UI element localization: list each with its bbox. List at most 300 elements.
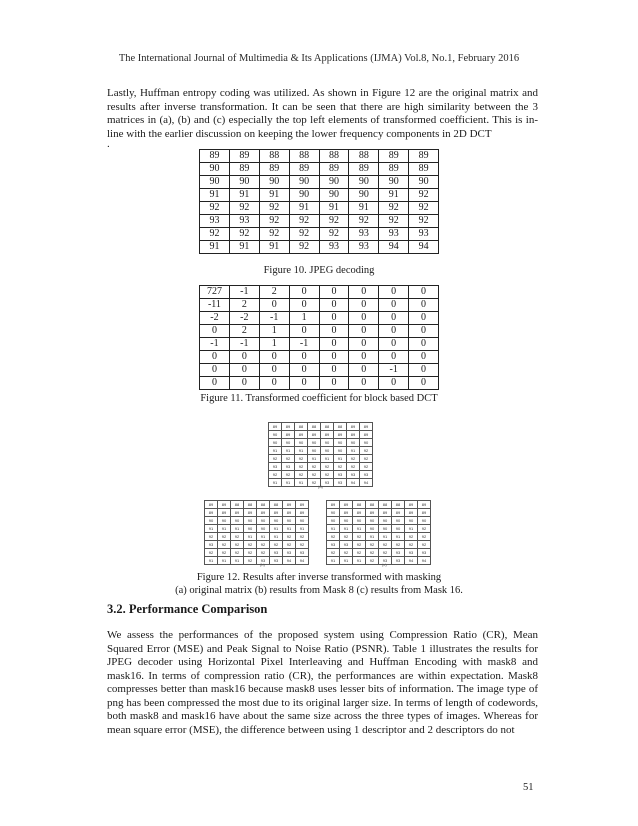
table-cell: 92 [327, 533, 340, 541]
table-cell: 92 [366, 549, 379, 557]
table-cell: 90 [283, 517, 296, 525]
table-cell: 90 [334, 439, 347, 447]
table-cell: 92 [289, 241, 319, 254]
table-cell: -1 [229, 286, 259, 299]
figure12-caption-line2: (a) original matrix (b) results from Mask 8 (c) results from Mask 16. [175, 585, 463, 596]
table-cell: 91 [405, 525, 418, 533]
table-row [200, 364, 439, 377]
table-cell: 90 [269, 439, 282, 447]
table-cell: 90 [244, 517, 257, 525]
figure12-label-c: (c) [382, 562, 387, 567]
figure12-caption-line1: Figure 12. Results after inverse transformed with masking [196, 572, 442, 583]
table-cell: 92 [229, 228, 259, 241]
table-cell: 92 [418, 533, 431, 541]
table-cell: 2 [259, 286, 289, 299]
table-cell: 0 [379, 325, 409, 338]
table-cell: 0 [259, 364, 289, 377]
figure10-caption: Figure 10. JPEG decoding [263, 265, 375, 276]
table-cell: 92 [270, 541, 283, 549]
table-cell: 92 [296, 533, 309, 541]
table-row [269, 463, 373, 471]
table-row [200, 241, 439, 254]
table-cell: 92 [200, 228, 230, 241]
table-cell: -1 [289, 338, 319, 351]
table-cell: 92 [259, 215, 289, 228]
table-cell: 92 [229, 202, 259, 215]
paragraph-performance: We assess the performances of the proposed system using Compression Ratio (CR), Mean Squared Error (MSE) and Peak Signal to Noise Ratio (PSNR). Table 1 illustrates the results for JPEG decoder using Horizontal Pixel Interleaving and Huffman Encoding with mask8 and mask16. In terms of compression ratio (CR), the performances are within expectation. Mask8 compresses better than mask16 because mask8 uses lesser bits of information. The image type of png has been compressed the most due to its original larger size. In terms of length of codewords, both mask8 and mask16 have about the same size across the three types of images. Whereas for mean square error (MSE), the difference between using 1 descriptor and 2 descriptors do not [107, 629, 538, 736]
table-cell: 93 [269, 463, 282, 471]
table-cell: 94 [296, 557, 309, 565]
table-cell: 90 [327, 509, 340, 517]
table-cell: 92 [366, 541, 379, 549]
table-row [205, 549, 309, 557]
table-row [200, 325, 439, 338]
table-cell: 94 [360, 479, 373, 487]
table-cell: 90 [319, 189, 349, 202]
table-cell: 0 [259, 377, 289, 390]
table-cell: 0 [259, 299, 289, 312]
table-cell: 92 [282, 471, 295, 479]
table-cell: 90 [334, 447, 347, 455]
table-cell: 89 [405, 509, 418, 517]
table-cell: 91 [259, 189, 289, 202]
table-cell: 0 [229, 377, 259, 390]
table-cell: 91 [340, 525, 353, 533]
table-cell: 89 [392, 509, 405, 517]
table-cell: 91 [327, 525, 340, 533]
table-cell: 89 [379, 163, 409, 176]
table-cell: 91 [347, 447, 360, 455]
table-cell: 90 [327, 517, 340, 525]
table-cell: 92 [218, 533, 231, 541]
table-cell: 0 [409, 286, 439, 299]
table-row [269, 431, 373, 439]
table-cell: 0 [200, 351, 230, 364]
table-cell: 92 [205, 533, 218, 541]
table-cell: 90 [366, 517, 379, 525]
figure11-table [199, 285, 439, 390]
table-cell: 89 [205, 501, 218, 509]
table-row [200, 299, 439, 312]
figure12-label-a: (a) [318, 484, 323, 489]
table-cell: 89 [409, 163, 439, 176]
table-cell: 89 [282, 423, 295, 431]
table-cell: 92 [296, 541, 309, 549]
table-cell: 90 [289, 189, 319, 202]
table-cell: 90 [349, 189, 379, 202]
table-cell: 91 [257, 533, 270, 541]
table-cell: 0 [349, 338, 379, 351]
table-cell: 89 [308, 431, 321, 439]
table-cell: 92 [295, 471, 308, 479]
table-cell: 90 [231, 517, 244, 525]
table-cell: 92 [360, 455, 373, 463]
table-cell: 0 [289, 351, 319, 364]
table-row [269, 447, 373, 455]
table-cell: 92 [405, 533, 418, 541]
table-cell: 92 [244, 541, 257, 549]
table-cell: 90 [257, 525, 270, 533]
table-row [205, 517, 309, 525]
table-cell: 94 [418, 557, 431, 565]
table-cell: 89 [270, 509, 283, 517]
table-row [200, 228, 439, 241]
table-cell: 91 [392, 533, 405, 541]
table-cell: 91 [282, 479, 295, 487]
table-cell: 0 [319, 299, 349, 312]
table-cell: 94 [283, 557, 296, 565]
table-cell: 0 [289, 299, 319, 312]
table-cell: -1 [200, 338, 230, 351]
table-cell: 93 [334, 471, 347, 479]
table-cell: 91 [283, 525, 296, 533]
table-cell: 91 [296, 525, 309, 533]
table-cell: 89 [347, 431, 360, 439]
table-cell: 92 [360, 463, 373, 471]
table-cell: 92 [327, 549, 340, 557]
table-cell: 88 [295, 423, 308, 431]
table-cell: 92 [379, 541, 392, 549]
table-cell: 92 [340, 549, 353, 557]
table-row [205, 525, 309, 533]
table-cell: 90 [321, 447, 334, 455]
table-cell: 93 [340, 541, 353, 549]
table-cell: 92 [321, 463, 334, 471]
table-row [200, 286, 439, 299]
table-cell: 92 [295, 463, 308, 471]
table-row [205, 541, 309, 549]
table-cell: 0 [409, 338, 439, 351]
table-cell: 0 [409, 312, 439, 325]
table-cell: 89 [418, 501, 431, 509]
table-cell: 93 [349, 241, 379, 254]
table-row [200, 176, 439, 189]
table-cell: -2 [200, 312, 230, 325]
table-cell: 89 [231, 509, 244, 517]
table-cell: 90 [269, 431, 282, 439]
table-cell: 91 [259, 241, 289, 254]
table-cell: 92 [259, 202, 289, 215]
table-cell: 90 [257, 517, 270, 525]
table-cell: 93 [379, 228, 409, 241]
table-cell: 89 [321, 431, 334, 439]
table-cell: -11 [200, 299, 230, 312]
table-cell: 0 [349, 364, 379, 377]
table-cell: 91 [353, 557, 366, 565]
table-row [269, 423, 373, 431]
figure12-label-b: (b) [260, 562, 265, 567]
table-cell: 92 [321, 471, 334, 479]
table-cell: 0 [379, 312, 409, 325]
table-cell: 92 [347, 463, 360, 471]
table-cell: 90 [270, 517, 283, 525]
table-cell: 89 [282, 431, 295, 439]
table-row [200, 202, 439, 215]
table-cell: 90 [392, 517, 405, 525]
table-cell: 0 [259, 351, 289, 364]
table-cell: 93 [282, 463, 295, 471]
table-cell: 0 [200, 325, 230, 338]
table-cell: 88 [244, 501, 257, 509]
table-cell: 90 [218, 517, 231, 525]
table-cell: 90 [308, 439, 321, 447]
table-cell: 93 [283, 549, 296, 557]
figure12-caption [0, 571, 638, 597]
table-cell: 88 [319, 150, 349, 163]
table-cell: 94 [405, 557, 418, 565]
table-cell: 92 [269, 471, 282, 479]
table-cell: 92 [353, 541, 366, 549]
table-cell: 93 [257, 557, 270, 565]
table-cell: 90 [259, 176, 289, 189]
table-cell: 92 [353, 549, 366, 557]
table-cell: 92 [289, 215, 319, 228]
table-cell: 91 [231, 525, 244, 533]
table-cell: 92 [218, 549, 231, 557]
table-cell: 93 [379, 557, 392, 565]
table-cell: 92 [283, 533, 296, 541]
figure12-matrix-c [326, 500, 431, 565]
table-cell: 93 [229, 215, 259, 228]
table-cell: 88 [379, 501, 392, 509]
table-cell: 91 [334, 455, 347, 463]
table-row [200, 215, 439, 228]
table-cell: 2 [229, 299, 259, 312]
table-cell: 91 [289, 202, 319, 215]
table-cell: 91 [366, 533, 379, 541]
table-cell: 90 [289, 176, 319, 189]
table-cell: 94 [409, 241, 439, 254]
table-cell: 0 [379, 286, 409, 299]
table-cell: 93 [327, 541, 340, 549]
table-cell: 90 [205, 517, 218, 525]
table-cell: 0 [229, 364, 259, 377]
table-cell: 92 [205, 549, 218, 557]
table-cell: 89 [347, 423, 360, 431]
table-cell: 91 [379, 533, 392, 541]
table-cell: 91 [340, 557, 353, 565]
table-cell: 90 [392, 525, 405, 533]
table-cell: 90 [321, 439, 334, 447]
table-cell: 92 [409, 202, 439, 215]
table-cell: 91 [349, 202, 379, 215]
table-cell: 92 [295, 455, 308, 463]
table-cell: 89 [259, 163, 289, 176]
table-cell: 90 [353, 517, 366, 525]
table-cell: 92 [231, 549, 244, 557]
table-cell: 88 [349, 150, 379, 163]
table-cell: 89 [353, 509, 366, 517]
table-cell: 91 [270, 533, 283, 541]
page-number: 51 [523, 782, 534, 793]
table-cell: 92 [231, 533, 244, 541]
table-cell: 0 [319, 338, 349, 351]
table-cell: 89 [289, 163, 319, 176]
figure12-matrix-a [268, 422, 373, 487]
table-cell: 1 [289, 312, 319, 325]
table-cell: 88 [353, 501, 366, 509]
table-cell: 0 [289, 325, 319, 338]
table-cell: 91 [282, 447, 295, 455]
journal-header: The International Journal of Multimedia & Its Applications (IJMA) Vol.8, No.1, February 2016 [118, 53, 520, 64]
table-row [269, 455, 373, 463]
table-row [327, 541, 431, 549]
table-cell: 88 [270, 501, 283, 509]
table-row [327, 509, 431, 517]
table-cell: 89 [244, 509, 257, 517]
table-cell: 0 [379, 338, 409, 351]
table-cell: 89 [327, 501, 340, 509]
table-cell: 93 [319, 241, 349, 254]
table-cell: 91 [308, 455, 321, 463]
table-cell: 92 [360, 447, 373, 455]
table-cell: 90 [200, 176, 230, 189]
table-cell: 93 [418, 549, 431, 557]
table-cell: 92 [366, 557, 379, 565]
table-cell: 0 [319, 364, 349, 377]
table-cell: 0 [200, 377, 230, 390]
table-cell: 89 [409, 150, 439, 163]
table-cell: 91 [200, 241, 230, 254]
table-row [200, 150, 439, 163]
table-cell: 90 [244, 525, 257, 533]
table-cell: 92 [392, 541, 405, 549]
table-cell: 94 [379, 241, 409, 254]
table-cell: 0 [319, 312, 349, 325]
table-cell: 90 [319, 176, 349, 189]
table-cell: 0 [200, 364, 230, 377]
table-row [205, 533, 309, 541]
table-cell: 93 [392, 557, 405, 565]
table-row [205, 509, 309, 517]
table-cell: -1 [379, 364, 409, 377]
table-cell: 89 [379, 150, 409, 163]
table-cell: 89 [418, 509, 431, 517]
table-cell: 92 [231, 541, 244, 549]
table-cell: 93 [347, 471, 360, 479]
table-cell: 89 [366, 509, 379, 517]
table-cell: 93 [405, 549, 418, 557]
table-cell: 0 [319, 377, 349, 390]
table-cell: 88 [308, 423, 321, 431]
table-row [200, 377, 439, 390]
table-cell: 0 [229, 351, 259, 364]
table-cell: 90 [409, 176, 439, 189]
table-cell: 89 [218, 509, 231, 517]
table-cell: 0 [379, 351, 409, 364]
table-cell: 91 [379, 189, 409, 202]
table-cell: 89 [296, 509, 309, 517]
table-cell: 0 [289, 364, 319, 377]
table-cell: 93 [360, 471, 373, 479]
table-cell: 89 [340, 501, 353, 509]
table-cell: 92 [349, 215, 379, 228]
table-cell: 0 [379, 377, 409, 390]
table-cell: 0 [349, 325, 379, 338]
table-cell: 0 [319, 351, 349, 364]
table-row [327, 549, 431, 557]
table-cell: 89 [319, 163, 349, 176]
table-cell: 90 [379, 517, 392, 525]
table-row [200, 163, 439, 176]
table-cell: 89 [269, 423, 282, 431]
table-cell: 93 [270, 549, 283, 557]
table-cell: 88 [289, 150, 319, 163]
table-cell: 92 [379, 549, 392, 557]
table-cell: 92 [409, 215, 439, 228]
table-cell: 92 [200, 202, 230, 215]
table-cell: 0 [409, 325, 439, 338]
table-row [200, 338, 439, 351]
table-cell: 91 [319, 202, 349, 215]
table-cell: 91 [205, 525, 218, 533]
table-cell: 92 [379, 215, 409, 228]
table-cell: 91 [205, 557, 218, 565]
table-cell: 88 [321, 423, 334, 431]
table-cell: 92 [347, 455, 360, 463]
paragraph-intro: Lastly, Huffman entropy coding was utilized. As shown in Figure 12 are the original matrix and results after inverse transformation. It can be seen that there are high similarity between the 3 matrices in (a), (b) and (c) especially the top left elements of transformed coefficient. This is in-line with the earlier discussion on keeping the lower frequency components in 2D DCT [107, 87, 538, 140]
table-cell: 92 [418, 541, 431, 549]
table-cell: 88 [259, 150, 289, 163]
table-cell: 0 [409, 364, 439, 377]
table-cell: 91 [295, 479, 308, 487]
table-cell: 89 [360, 423, 373, 431]
table-cell: 91 [269, 479, 282, 487]
table-cell: 90 [295, 439, 308, 447]
table-cell: 90 [229, 176, 259, 189]
table-cell: 92 [218, 541, 231, 549]
table-cell: 89 [349, 163, 379, 176]
table-cell: 92 [353, 533, 366, 541]
table-cell: -1 [259, 312, 289, 325]
table-cell: 89 [229, 163, 259, 176]
table-cell: 89 [205, 509, 218, 517]
table-cell: 90 [200, 163, 230, 176]
table-cell: 2 [229, 325, 259, 338]
table-cell: 91 [244, 533, 257, 541]
table-cell: 91 [218, 525, 231, 533]
table-cell: 89 [334, 431, 347, 439]
table-cell: 92 [244, 549, 257, 557]
table-cell: 92 [379, 202, 409, 215]
table-cell: 89 [360, 431, 373, 439]
table-cell: 0 [409, 351, 439, 364]
table-cell: 92 [283, 541, 296, 549]
table-row [200, 189, 439, 202]
table-cell: 92 [319, 228, 349, 241]
table-cell: 89 [379, 509, 392, 517]
table-cell: 0 [289, 377, 319, 390]
table-cell: 88 [392, 501, 405, 509]
table-row [205, 557, 309, 565]
table-cell: 92 [319, 215, 349, 228]
table-cell: 88 [231, 501, 244, 509]
table-cell: 727 [200, 286, 230, 299]
table-cell: 90 [308, 447, 321, 455]
table-cell: 92 [257, 549, 270, 557]
table-cell: 0 [349, 377, 379, 390]
table-cell: 92 [244, 557, 257, 565]
table-cell: 92 [340, 533, 353, 541]
table-cell: 91 [229, 241, 259, 254]
table-cell: 89 [218, 501, 231, 509]
table-cell: 93 [296, 549, 309, 557]
table-cell: 92 [257, 541, 270, 549]
table-cell: 0 [349, 286, 379, 299]
table-row [327, 517, 431, 525]
table-cell: 91 [270, 525, 283, 533]
table-cell: 91 [321, 455, 334, 463]
